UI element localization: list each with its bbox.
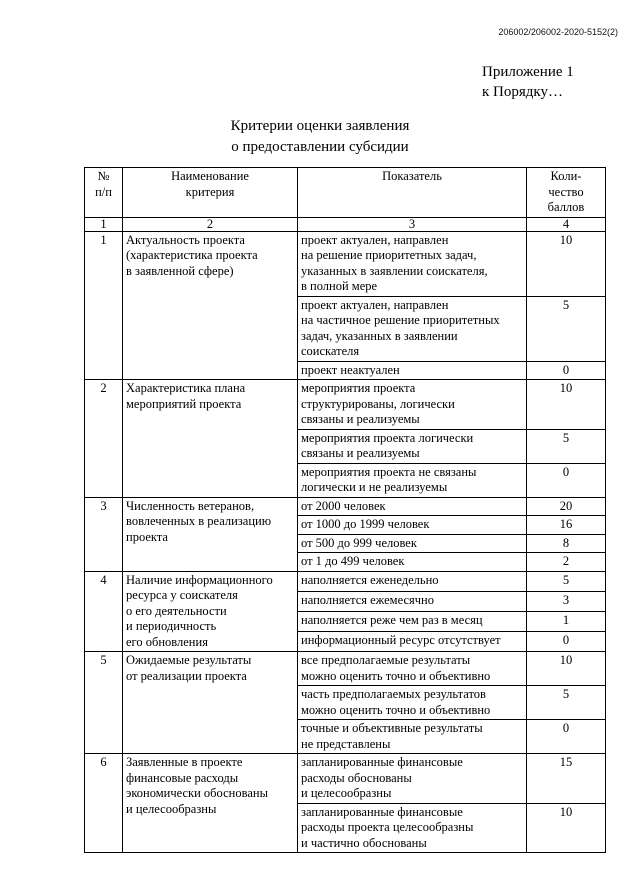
criterion-number: 5 [85, 652, 123, 754]
page-title [0, 116, 640, 158]
indicator-score: 5 [527, 429, 606, 463]
indicator-text: от 1 до 499 человек [298, 553, 527, 572]
indicator-text: наполняется еженедельно [298, 571, 527, 591]
criterion-number: 1 [85, 231, 123, 380]
indicator-score: 5 [527, 571, 606, 591]
indicator-text: проект неактуален [298, 361, 527, 380]
header-row [85, 168, 606, 218]
col-index: 1 [85, 217, 123, 231]
table-row [85, 497, 606, 516]
indicator-score: 0 [527, 361, 606, 380]
indicator-score: 5 [527, 296, 606, 361]
table-row [85, 754, 606, 804]
indicator-text: запланированные финансовые расходы проекта целесообразны и частично обоснованы [298, 803, 527, 853]
indicator-score: 3 [527, 591, 606, 611]
indicator-text: часть предполагаемых результатов можно оценить точно и объективно [298, 686, 527, 720]
indicator-text: информационный ресурс отсутствует [298, 631, 527, 651]
table-row [85, 571, 606, 591]
criterion-number: 3 [85, 497, 123, 571]
appendix-line-2: к Порядку… [482, 84, 563, 100]
indicator-score: 5 [527, 686, 606, 720]
indicator-score: 8 [527, 534, 606, 553]
column-index-row [85, 217, 606, 231]
criterion-number: 4 [85, 571, 123, 652]
indicator-text: запланированные финансовые расходы обоснованы и целесообразны [298, 754, 527, 804]
indicator-score: 1 [527, 611, 606, 631]
indicator-text: мероприятия проекта структурированы, логически связаны и реализуемы [298, 380, 527, 430]
indicator-text: все предполагаемые результаты можно оценить точно и объективно [298, 652, 527, 686]
criterion-number: 2 [85, 380, 123, 498]
title-line-2: о предоставлении субсидии [231, 139, 409, 155]
criterion-name: Численность ветеранов, вовлеченных в реализацию проекта [123, 497, 298, 571]
indicator-score: 2 [527, 553, 606, 572]
indicator-text: мероприятия проекта логически связаны и реализуемы [298, 429, 527, 463]
appendix-line-1: Приложение 1 [482, 64, 574, 80]
indicator-text: от 500 до 999 человек [298, 534, 527, 553]
appendix-label [482, 62, 574, 102]
criterion-name: Ожидаемые результаты от реализации проекта [123, 652, 298, 754]
indicator-score: 16 [527, 516, 606, 535]
header-num: № п/п [85, 168, 123, 218]
table-row [85, 231, 606, 296]
criterion-number: 6 [85, 754, 123, 853]
criterion-name: Заявленные в проекте финансовые расходы экономически обоснованы и целесообразны [123, 754, 298, 853]
indicator-text: наполняется реже чем раз в месяц [298, 611, 527, 631]
indicator-text: наполняется ежемесячно [298, 591, 527, 611]
table-row [85, 652, 606, 686]
document-id: 206002/206002-2020-5152(2) [498, 27, 618, 37]
col-index: 3 [298, 217, 527, 231]
indicator-text: точные и объективные результаты не представлены [298, 720, 527, 754]
header-name: Наименование критерия [123, 168, 298, 218]
indicator-text: проект актуален, направлен на решение приоритетных задач, указанных в заявлении соискателя, в полной мере [298, 231, 527, 296]
table-row [85, 380, 606, 430]
title-line-1: Критерии оценки заявления [230, 118, 410, 134]
indicator-score: 0 [527, 720, 606, 754]
col-index: 4 [527, 217, 606, 231]
indicator-score: 15 [527, 754, 606, 804]
criteria-body [85, 231, 606, 853]
header-indicator: Показатель [298, 168, 527, 218]
indicator-score: 0 [527, 463, 606, 497]
indicator-score: 10 [527, 231, 606, 296]
criterion-name: Актуальность проекта (характеристика проекта в заявленной сфере) [123, 231, 298, 380]
criteria-table [84, 167, 606, 853]
indicator-score: 0 [527, 631, 606, 651]
indicator-text: от 2000 человек [298, 497, 527, 516]
indicator-score: 10 [527, 652, 606, 686]
col-index: 2 [123, 217, 298, 231]
header-score: Коли- чество баллов [527, 168, 606, 218]
indicator-score: 10 [527, 803, 606, 853]
indicator-text: проект актуален, направлен на частичное решение приоритетных задач, указанных в заявлении соискателя [298, 296, 527, 361]
indicator-text: от 1000 до 1999 человек [298, 516, 527, 535]
indicator-score: 10 [527, 380, 606, 430]
criterion-name: Наличие информационного ресурса у соискателя о его деятельности и периодичность его обновления [123, 571, 298, 652]
indicator-text: мероприятия проекта не связаны логически и не реализуемы [298, 463, 527, 497]
criterion-name: Характеристика плана мероприятий проекта [123, 380, 298, 498]
indicator-score: 20 [527, 497, 606, 516]
